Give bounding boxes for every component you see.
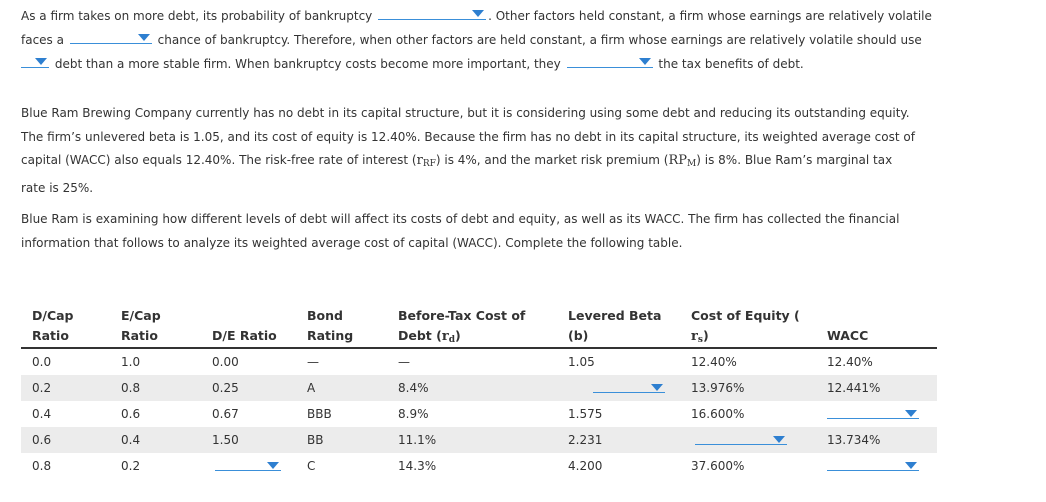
cell-dcap: 0.2 (32, 381, 52, 395)
cost-of-equity-symbol (691, 329, 703, 344)
cell-ecap: 0.2 (121, 459, 141, 473)
table-row (21, 453, 937, 479)
paragraph-line (21, 149, 1021, 177)
cell-before-tax-cost: 8.9% (398, 407, 429, 421)
table-row (21, 349, 937, 375)
header-ecap-1: E/Cap (121, 308, 161, 323)
header-dcap-1: D/Cap (32, 308, 74, 323)
header-dcap-2: Ratio (32, 328, 69, 343)
levered-beta-dropdown[interactable] (593, 378, 665, 393)
cell-wacc: 12.441% (827, 381, 881, 395)
chevron-down-icon (773, 436, 785, 443)
symbol-sub: RF (422, 159, 436, 169)
cell-cost-of-equity: 12.40% (691, 355, 737, 369)
header-bond-2: Rating (307, 328, 354, 343)
cell-de: 0.00 (212, 355, 239, 369)
header-de-ratio: D/E Ratio (212, 328, 277, 343)
header-text: Debt ( (398, 328, 442, 343)
table-row (21, 375, 937, 401)
header-text: ) (702, 328, 709, 343)
intro-line-1 (21, 5, 1021, 29)
intro-line-3 (21, 53, 1021, 77)
instructions (21, 208, 1021, 255)
cell-levered-beta: 1.05 (568, 355, 595, 369)
cell-levered-beta: 2.231 (568, 433, 603, 447)
header-wacc: WACC (827, 328, 869, 343)
table-row (21, 401, 937, 427)
intro-text: . Other factors held constant, a firm whose earnings are relatively volatile (488, 9, 932, 23)
wacc-dropdown[interactable] (827, 404, 919, 419)
symbol-sub: d (448, 335, 455, 345)
symbol-main: r (691, 329, 698, 344)
tax-benefit-effect-dropdown[interactable] (567, 53, 653, 68)
cell-wacc: 12.40% (827, 355, 873, 369)
chevron-down-icon (905, 462, 917, 469)
bankruptcy-probability-dropdown[interactable] (378, 5, 486, 20)
cell-bond: A (307, 381, 316, 395)
cell-before-tax-cost: 8.4% (398, 381, 429, 395)
intro-text: the tax benefits of debt. (658, 57, 804, 71)
intro-text: faces a (21, 33, 64, 47)
intro-text: chance of bankruptcy. Therefore, when other factors are held constant, a firm whose earnings are relatively volatile should use (157, 33, 922, 47)
cell-bond: — (307, 355, 319, 369)
chevron-down-icon (138, 34, 150, 41)
chevron-down-icon (267, 462, 279, 469)
cell-de: 0.67 (212, 407, 239, 421)
paragraph-text: ) is 8%. Blue Ram’s marginal tax (696, 153, 893, 167)
cell-before-tax-cost: 14.3% (398, 459, 437, 473)
chance-of-bankruptcy-dropdown[interactable] (70, 29, 152, 44)
symbol-main: RP (668, 153, 688, 168)
paragraph-text: ) is 4%, and the market risk premium ( (435, 153, 669, 167)
paragraph-text: capital (WACC) also equals 12.40%. The risk-free rate of interest ( (21, 153, 417, 167)
header-text: ) (455, 328, 461, 343)
cell-wacc: 13.734% (827, 433, 881, 447)
header-cost-of-equity-2 (691, 328, 709, 345)
cell-ecap: 0.8 (121, 381, 141, 395)
chevron-down-icon (905, 410, 917, 417)
risk-free-symbol (417, 153, 436, 168)
market-risk-premium-symbol (669, 153, 697, 168)
cell-dcap: 0.0 (32, 355, 52, 369)
cell-dcap: 0.8 (32, 459, 52, 473)
symbol-main: r (416, 153, 423, 168)
intro-text: As a firm takes on more debt, its probability of bankruptcy (21, 9, 373, 23)
symbol-sub: s (697, 335, 703, 345)
cell-cost-of-equity: 16.600% (691, 407, 745, 421)
chevron-down-icon (651, 384, 663, 391)
cell-dcap: 0.6 (32, 433, 52, 447)
paragraph-line: Blue Ram is examining how different levels of debt will affect its costs of debt and equity, as well as its WACC. The firm has collected the financial (21, 212, 900, 226)
chevron-down-icon (35, 58, 47, 65)
header-before-tax-cost-1: Before-Tax Cost of (398, 308, 526, 323)
cell-bond: BB (307, 433, 324, 447)
paragraph-line: rate is 25%. (21, 180, 94, 195)
header-levered-beta-2: (b) (568, 328, 589, 343)
company-description (21, 102, 1021, 200)
debt-amount-dropdown[interactable] (21, 53, 49, 68)
cell-ecap: 0.6 (121, 407, 141, 421)
header-before-tax-cost-2 (398, 328, 461, 345)
de-ratio-dropdown[interactable] (215, 456, 281, 471)
cost-of-equity-dropdown[interactable] (695, 430, 787, 445)
chevron-down-icon (639, 58, 651, 65)
header-levered-beta-1: Levered Beta (568, 308, 662, 323)
cell-before-tax-cost: — (398, 355, 410, 369)
cell-bond: C (307, 459, 316, 473)
symbol-sub: M (687, 159, 697, 169)
cell-dcap: 0.4 (32, 407, 52, 421)
intro-text: debt than a more stable firm. When bankruptcy costs become more important, they (54, 57, 561, 71)
cell-bond: BBB (307, 407, 332, 421)
cell-levered-beta: 1.575 (568, 407, 603, 421)
cell-before-tax-cost: 11.1% (398, 433, 437, 447)
wacc-dropdown[interactable] (827, 456, 919, 471)
chevron-down-icon (472, 10, 484, 17)
header-ecap-2: Ratio (121, 328, 158, 343)
table-row (21, 427, 937, 453)
paragraph-line: Blue Ram Brewing Company currently has no debt in its capital structure, but it is considering using some debt and reducing its outstanding equity. (21, 106, 910, 120)
cell-de: 0.25 (212, 381, 239, 395)
header-bond-1: Bond (307, 308, 343, 323)
cell-levered-beta: 4.200 (568, 459, 603, 473)
cell-cost-of-equity: 37.600% (691, 459, 745, 473)
symbol-main: r (441, 329, 449, 344)
cost-of-debt-symbol (442, 329, 455, 344)
cell-ecap: 1.0 (121, 355, 141, 369)
cell-de: 1.50 (212, 433, 239, 447)
header-cost-of-equity-1: Cost of Equity ( (691, 308, 800, 323)
intro-line-2 (21, 29, 1021, 53)
cell-ecap: 0.4 (121, 433, 141, 447)
paragraph-line: information that follows to analyze its weighted average cost of capital (WACC). Complete the following table. (21, 235, 683, 250)
cell-cost-of-equity: 13.976% (691, 381, 745, 395)
paragraph-line: The firm’s unlevered beta is 1.05, and its cost of equity is 12.40%. Because the firm has no debt in its capital structure, its weighted average cost of (21, 129, 915, 144)
